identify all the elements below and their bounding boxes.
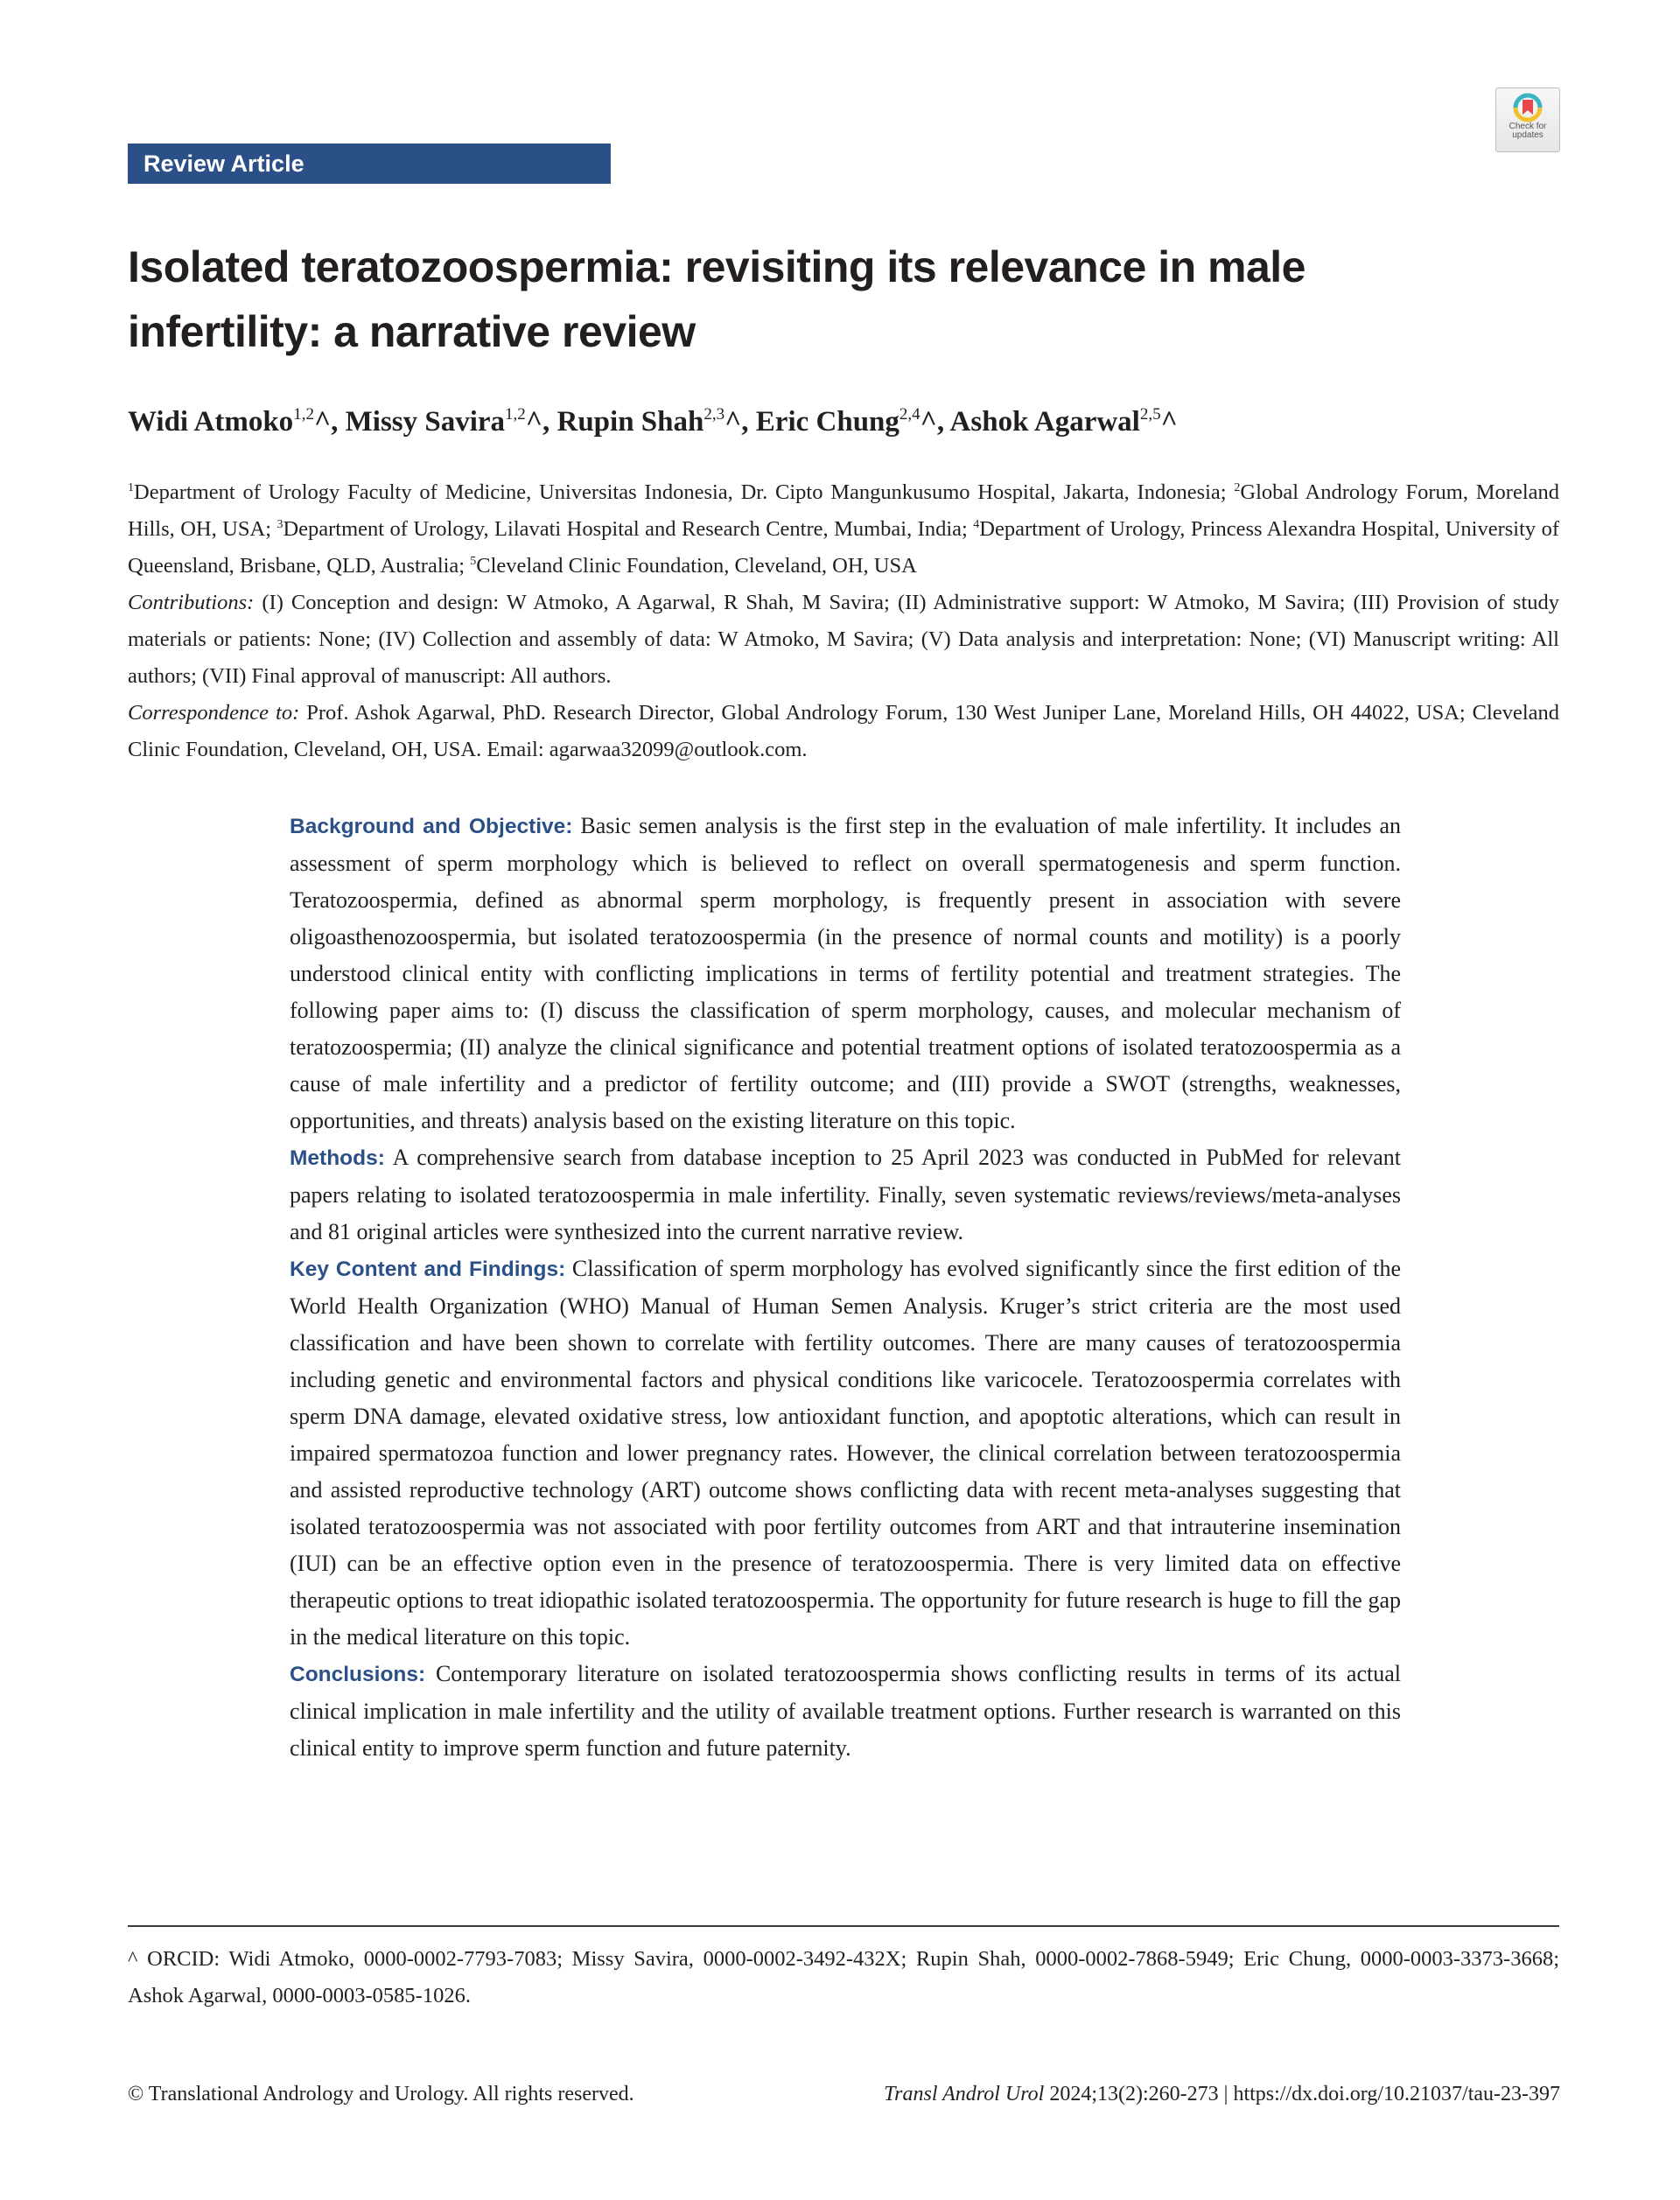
abstract-findings: Key Content and Findings: Classification of sperm morphology has evolved significantly since the first edition of the World Health Organization (WHO) Manual of Human Semen Analysis. Kruger’s strict criteria are the most used classification and have been shown to correlate with fertility outcomes. There are many causes of teratozoospermia including genetic and environmental factors and physical conditions like varicocele. Teratozoospermia correlates with sperm DNA damage, elevated oxidative stress, low antioxidant function, and apoptotic alterations, which can result in impaired spermatozoa function and lower pregnancy rates. However, the clinical correlation between teratozoospermia and assisted reproductive technology (ART) outcome shows conflicting data with recent meta-analyses suggesting that isolated teratozoospermia was not associated with poor fertility outcomes from ART and that intrauterine insemination (IUI) can be an effective option even in the presence of teratozoospermia. There is very limited data on effective therapeutic options to treat idiopathic isolated teratozoospermia. The opportunity for future research is huge to fill the gap in the medical literature on this topic. <box>290 1256 1401 1650</box>
check-for-updates-label-2: updates <box>1512 130 1544 140</box>
contributions: Contributions: (I) Conception and design: W Atmoko, A Agarwal, R Shah, M Savira; (II) Administrative support: W Atmoko, M Savira; (III) Provision of study materials or patients: None; (IV) Collection and assembly of data: W Atmoko, M Savira; (V) Data analysis and interpretation: None; (VI) Manuscript writing: All authors; (VII) Final approval of manuscript: All authors. <box>128 591 1559 688</box>
abstract-section-heading: Conclusions: <box>290 1663 426 1686</box>
abstract-section-heading: Methods: <box>290 1146 385 1170</box>
author: Missy Savira$^{1,2}$^ <box>345 405 542 438</box>
doi-link[interactable]: https://dx.doi.org/10.21037/tau-23-397 <box>1233 2083 1560 2105</box>
check-for-updates-button[interactable] <box>1495 88 1560 152</box>
affiliations: $^1$Department of Urology Faculty of Medicine, Universitas Indonesia, Dr. Cipto Mangunkusumo Hospital, Jakarta, Indonesia; $^2$Global Andrology Forum, Moreland Hills, OH, USA; $^3$Department of Urology, Lilavati Hospital and Research Centre, Mumbai, India; $^4$Department of Urology, Princess Alexandra Hospital, University of Queensland, Brisbane, QLD, Australia; $^5$Cleveland Clinic Foundation, Cleveland, OH, USA <box>128 480 1559 578</box>
author: Widi Atmoko$^{1,2}$^ <box>128 405 332 438</box>
article-title: Isolated teratozoospermia: revisiting its relevance in male infertility: a narrative review <box>128 242 1306 356</box>
author: Rupin Shah$^{2,3}$^ <box>556 405 742 438</box>
author: Ashok Agarwal$^{2,5}$^ <box>949 405 1178 438</box>
orcid-footnote: ^ ORCID: Widi Atmoko, 0000-0002-7793-7083; Missy Savira, 0000-0002-3492-432X; Rupin Shah, 0000-0002-7868-5949; Eric Chung, 0000-0003-3373-3668; Ashok Agarwal, 0000-0003-0585-1026. <box>128 1947 1559 2007</box>
footnote-divider <box>128 1925 1559 1927</box>
crossmark-icon <box>1513 93 1543 123</box>
abstract <box>290 808 1401 1767</box>
footer-separator: | <box>1218 2083 1234 2105</box>
citation: 2024;13(2):260-273 <box>1044 2083 1219 2105</box>
check-for-updates-label-1: Check for <box>1508 122 1547 131</box>
author: Eric Chung$^{2,4}$^ <box>755 405 937 438</box>
article-metadata <box>128 474 1559 768</box>
citation-footer <box>884 2081 1560 2107</box>
abstract-section-heading: Key Content and Findings: <box>290 1258 566 1281</box>
article-type-badge: Review Article <box>128 144 611 184</box>
journal-abbrev: Transl Androl Urol <box>884 2083 1045 2105</box>
abstract-methods: Methods: A comprehensive search from database inception to 25 April 2023 was conducted in PubMed for relevant papers relating to isolated teratozoospermia in male infertility. Finally, seven systematic reviews/reviews/meta-analyses and 81 original articles were synthesized into the current narrative review. <box>290 1145 1401 1244</box>
abstract-background: Background and Objective: Basic semen analysis is the first step in the evaluation of male infertility. It includes an assessment of sperm morphology which is believed to reflect on overall spermatogenesis and sperm function. Teratozoospermia, defined as abnormal sperm morphology, is frequently present in association with severe oligoasthenozoospermia, but isolated teratozoospermia (in the presence of normal counts and motility) is a poorly understood clinical entity with conflicting implications in terms of fertility potential and treatment strategies. The following paper aims to: (I) discuss the classification of sperm morphology, causes, and molecular mechanism of teratozoospermia; (II) analyze the clinical significance and potential treatment options of isolated teratozoospermia as a cause of male infertility and a predictor of fertility outcome; and (III) provide a SWOT (strengths, weaknesses, opportunities, and threats) analysis based on the existing literature on this topic. <box>290 813 1402 1133</box>
copyright-notice: © Translational Andrology and Urology. All rights reserved. <box>128 2083 634 2105</box>
abstract-conclusions: Conclusions: Contemporary literature on isolated teratozoospermia shows conflicting results in terms of its actual clinical implication in male infertility and the utility of available treatment options. Further research is warranted on this clinical entity to improve sperm function and future paternity. <box>290 1661 1401 1761</box>
abstract-section-heading: Background and Objective: <box>290 815 573 838</box>
author-list: Widi Atmoko$^{1,2}$^, Missy Savira$^{1,2}$^, Rupin Shah$^{2,3}$^, Eric Chung$^{2,4}$^, Ashok Agarwal$^{2,5}$^ <box>128 405 1178 438</box>
correspondence: Correspondence to: Prof. Ashok Agarwal, PhD. Research Director, Global Andrology Forum, 130 West Juniper Lane, Moreland Hills, OH 44022, USA; Cleveland Clinic Foundation, Cleveland, OH, USA. Email: agarwaa32099@outlook.com. <box>128 701 1560 761</box>
